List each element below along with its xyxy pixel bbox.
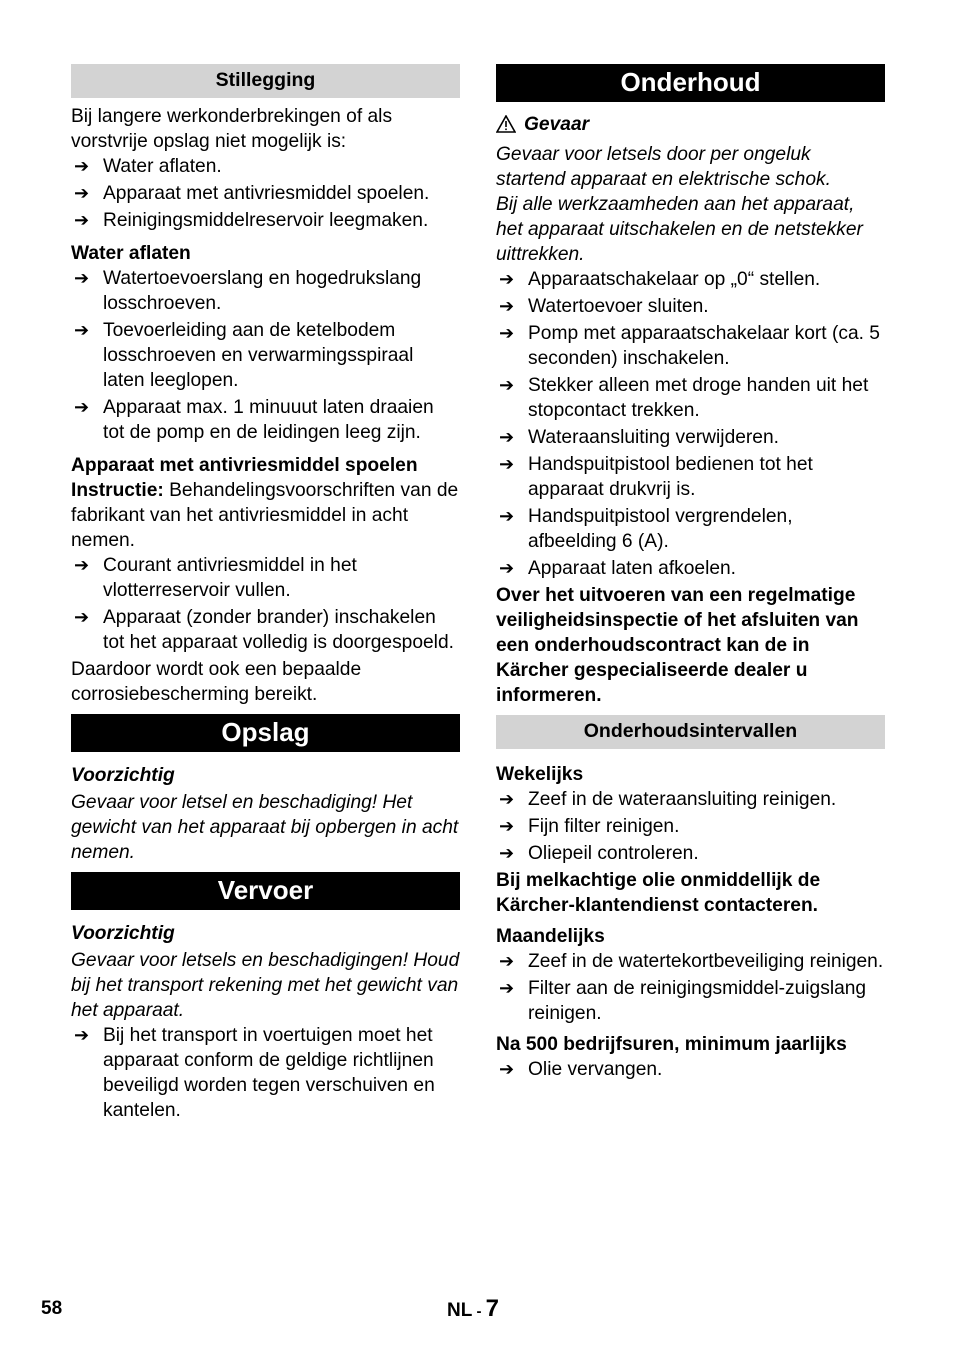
arrow-right-icon: ➔ <box>499 1059 515 1079</box>
subheading-500-hours: Na 500 bedrijfsuren, minimum jaarlijks <box>496 1034 847 1055</box>
list-item: ➔ Handspuitpistool bedienen tot het apparaat drukvrij is. <box>499 454 813 500</box>
list-item: ➔ Apparaat (zonder brander) inschakelen tot het apparaat volledig is doorgespoeld. <box>74 607 454 653</box>
page-number: 58 <box>41 1298 63 1319</box>
instruction-paragraph: Instructie: Behandelingsvoorschriften van de fabrikant van het antivriesmiddel in acht nemen. <box>71 480 459 551</box>
subheading-maandelijks: Maandelijks <box>496 926 605 947</box>
arrow-right-icon: ➔ <box>499 558 515 578</box>
section-heading-onderhoud: Onderhoud <box>496 64 885 102</box>
list-item: ➔ Reinigingsmiddelreservoir leegmaken. <box>74 210 429 231</box>
subheading-wekelijks: Wekelijks <box>496 764 584 785</box>
opslag-caution-text: Gevaar voor letsel en beschadiging! Het gewicht van het apparaat bij opbergen in acht nemen. <box>71 792 459 863</box>
list-item: ➔ Handspuitpistool vergrendelen, afbeelding 6 (A). <box>499 506 793 552</box>
list-item: ➔ Fijn filter reinigen. <box>499 816 680 837</box>
arrow-right-icon: ➔ <box>74 607 90 627</box>
stillegging-list <box>71 154 460 233</box>
arrow-right-icon: ➔ <box>499 789 515 809</box>
list-item: ➔ Bij het transport in voertuigen moet het apparaat conform de geldige richtlijnen beveiligd worden tegen verschuiven en kantelen. <box>74 1025 435 1121</box>
subheading-antivries: Apparaat met antivriesmiddel spoelen <box>71 455 418 476</box>
monthly-list <box>496 949 885 1026</box>
warning-triangle-icon <box>496 115 516 140</box>
dealer-note: Over het uitvoeren van een regelmatige veiligheidsinspectie of het afsluiten van een onderhoudscontract kan de in Kärcher gespecialiseerde dealer u informeren. <box>496 585 859 706</box>
arrow-right-icon: ➔ <box>499 951 515 971</box>
stillegging-intro: Bij langere werkonderbrekingen of als vorstvrije opslag niet mogelijk is: <box>71 106 393 152</box>
arrow-right-icon: ➔ <box>499 454 515 474</box>
arrow-right-icon: ➔ <box>74 268 90 288</box>
list-item: ➔ Watertoevoerslang en hogedrukslang losschroeven. <box>74 268 422 314</box>
list-item: ➔ Wateraansluiting verwijderen. <box>499 427 779 448</box>
onderhoud-list <box>496 267 885 581</box>
list-item: ➔ Zeef in de wateraansluiting reinigen. <box>499 789 837 810</box>
hours-list <box>496 1057 885 1082</box>
list-item: ➔ Toevoerleiding aan de ketelbodem losschroeven en verwarmingsspiraal laten leeglopen. <box>74 320 414 391</box>
arrow-right-icon: ➔ <box>74 1025 90 1045</box>
vervoer-caution-text: Gevaar voor letsels en beschadigingen! Houd bij het transport rekening met het gewicht van het apparaat. <box>71 950 460 1021</box>
weekly-list <box>496 787 885 866</box>
antivries-outro: Daardoor wordt ook een bepaalde corrosiebescherming bereikt. <box>71 659 362 705</box>
arrow-right-icon: ➔ <box>499 816 515 836</box>
caution-label: Voorzichtig <box>71 923 175 944</box>
arrow-right-icon: ➔ <box>499 296 515 316</box>
antivries-list <box>71 553 460 655</box>
arrow-right-icon: ➔ <box>74 156 90 176</box>
left-column <box>71 64 460 1125</box>
section-heading-vervoer: Vervoer <box>71 872 460 910</box>
arrow-right-icon: ➔ <box>74 555 90 575</box>
arrow-right-icon: ➔ <box>499 506 515 526</box>
vervoer-list <box>71 1023 460 1123</box>
list-item: ➔ Apparaatschakelaar op „0“ stellen. <box>499 269 821 290</box>
list-item: ➔ Oliepeil controleren. <box>499 843 699 864</box>
list-item: ➔ Water aflaten. <box>74 156 222 177</box>
right-column <box>496 64 885 1084</box>
footer-section-label: NL - 7 <box>447 1295 500 1322</box>
list-item: ➔ Apparaat max. 1 minuuut laten draaien tot de pomp en de leidingen leeg zijn. <box>74 397 434 443</box>
arrow-right-icon: ➔ <box>74 210 90 230</box>
arrow-right-icon: ➔ <box>499 375 515 395</box>
list-item: ➔ Courant antivriesmiddel in het vlotterreservoir vullen. <box>74 555 357 601</box>
section-heading-opslag: Opslag <box>71 714 460 752</box>
subheading-water-aflaten: Water aflaten <box>71 243 191 264</box>
list-item: ➔ Olie vervangen. <box>499 1059 663 1080</box>
section-heading-intervallen: Onderhoudsintervallen <box>496 715 885 749</box>
danger-label: Gevaar <box>496 112 885 140</box>
list-item: ➔ Zeef in de watertekortbeveiliging reinigen. <box>499 951 884 972</box>
section-heading-stillegging: Stillegging <box>71 64 460 98</box>
arrow-right-icon: ➔ <box>499 427 515 447</box>
list-item: ➔ Stekker alleen met droge handen uit het stopcontact trekken. <box>499 375 869 421</box>
danger-text: Gevaar voor letsels door per ongeluk startend apparaat en elektrische schok. <box>496 144 831 190</box>
arrow-right-icon: ➔ <box>499 978 515 998</box>
arrow-right-icon: ➔ <box>74 320 90 340</box>
arrow-right-icon: ➔ <box>499 269 515 289</box>
caution-label: Voorzichtig <box>71 765 175 786</box>
arrow-right-icon: ➔ <box>499 323 515 343</box>
weekly-note: Bij melkachtige olie onmiddellijk de Kärcher-klantendienst contacteren. <box>496 870 821 916</box>
list-item: ➔ Apparaat met antivriesmiddel spoelen. <box>74 183 430 204</box>
list-item: ➔ Apparaat laten afkoelen. <box>499 558 737 579</box>
water-aflaten-list <box>71 266 460 445</box>
arrow-right-icon: ➔ <box>74 183 90 203</box>
list-item: ➔ Filter aan de reinigingsmiddel-zuigslang reinigen. <box>499 978 867 1024</box>
list-item: ➔ Watertoevoer sluiten. <box>499 296 709 317</box>
danger-text-2: Bij alle werkzaamheden aan het apparaat, het apparaat uitschakelen en de netstekker uittrekken. <box>496 194 863 265</box>
arrow-right-icon: ➔ <box>499 843 515 863</box>
list-item: ➔ Pomp met apparaatschakelaar kort (ca. 5 seconden) inschakelen. <box>499 323 880 369</box>
arrow-right-icon: ➔ <box>74 397 90 417</box>
